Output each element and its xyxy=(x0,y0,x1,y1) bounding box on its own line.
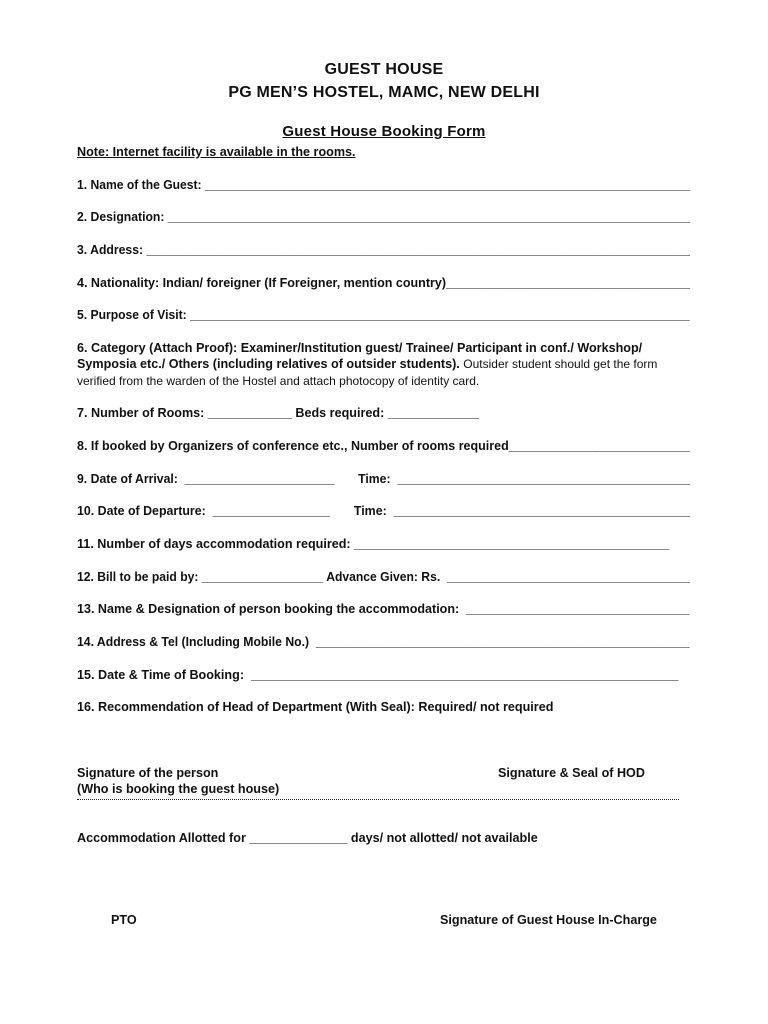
field-category-line3: verified from the warden of the Hostel and attach photocopy of identity card. xyxy=(77,374,480,388)
field-departure: 10. Date of Departure: _________________ Time: ___________________________________________ xyxy=(77,504,690,518)
signature-person: Signature of the person xyxy=(77,766,219,780)
field-recommendation: 16. Recommendation of Head of Department (With Seal): Required/ not required xyxy=(77,700,554,714)
field-days: 11. Number of days accommodation required: _____________________________________________ xyxy=(77,537,670,551)
signature-hod: Signature & Seal of HOD xyxy=(498,766,645,780)
field-booking-time: 15. Date & Time of Booking: _____________________________________________________________ xyxy=(77,668,679,682)
category-others-text: Symposia etc./ Others (including relatives of outsider students). xyxy=(77,357,464,371)
field-rooms-beds: 7. Number of Rooms: ____________ Beds required: _____________ xyxy=(77,406,479,420)
field-guest-name: 1. Name of the Guest: ________________________________________________________________________ xyxy=(77,178,691,192)
signature-person-sub: (Who is booking the guest house) xyxy=(77,782,280,796)
field-nationality: 4. Nationality: Indian/ foreigner (If Foreigner, mention country)___________________________________ xyxy=(77,276,690,290)
field-category-line1: 6. Category (Attach Proof): Examiner/Institution guest/ Trainee/ Participant in conf./ Workshop/ xyxy=(77,341,643,355)
field-arrival: 9. Date of Arrival: ______________________ Time: ___________________________________________ xyxy=(77,472,690,486)
field-organizer-rooms: 8. If booked by Organizers of conference etc., Number of rooms required__________________________ xyxy=(77,439,690,453)
header-title: GUEST HOUSE xyxy=(324,61,444,78)
form-title: Guest House Booking Form xyxy=(282,123,486,140)
signature-incharge: Signature of Guest House In-Charge xyxy=(440,913,657,927)
category-outsider-note: Outsider student should get the form xyxy=(463,357,658,371)
pto-label: PTO xyxy=(111,913,137,927)
field-bill: 12. Bill to be paid by: __________________ Advance Given: Rs. ____________________________________ xyxy=(77,570,690,584)
field-designation: 2. Designation: _____________________________________________________________________________ xyxy=(77,210,691,224)
header-subtitle: PG MEN’S HOSTEL, MAMC, NEW DELHI xyxy=(228,84,540,101)
field-category-line2 xyxy=(77,357,657,371)
dotted-divider xyxy=(77,799,679,800)
field-purpose: 5. Purpose of Visit: __________________________________________________________________________ xyxy=(77,308,690,322)
field-address-tel: 14. Address & Tel (Including Mobile No.) _______________________________________________________ xyxy=(77,635,690,649)
note-internet: Note: Internet facility is available in the rooms. xyxy=(77,145,356,159)
field-address: 3. Address: ________________________________________________________________________________ xyxy=(77,243,690,257)
accommodation-allotted: Accommodation Allotted for ______________ days/ not allotted/ not available xyxy=(77,831,538,845)
field-booker: 13. Name & Designation of person booking the accommodation: ________________________________ xyxy=(77,602,690,616)
